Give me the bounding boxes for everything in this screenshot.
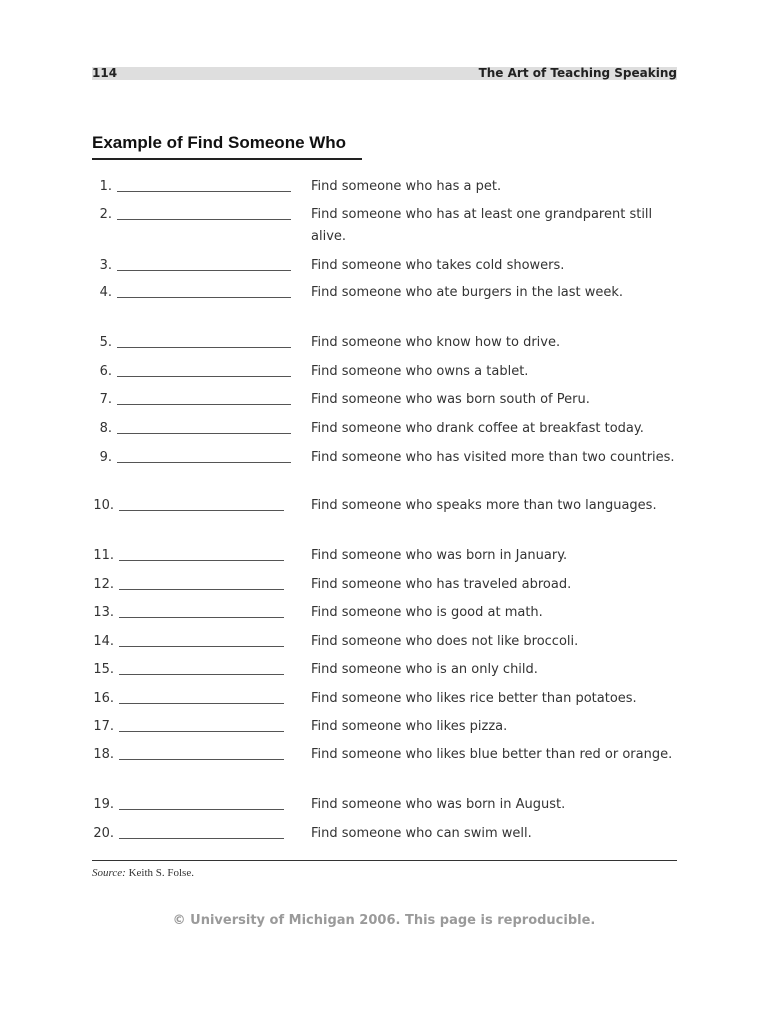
section-title: Example of Find Someone Who <box>92 133 347 152</box>
item-text: Find someone who owns a tablet. <box>311 364 529 379</box>
answer-blank <box>117 270 291 271</box>
item-number: 8. <box>99 421 112 436</box>
item-text: Find someone who is an only child. <box>311 662 538 677</box>
item-number: 15. <box>93 662 114 677</box>
list-item <box>0 823 768 845</box>
item-text: Find someone who likes pizza. <box>311 719 508 734</box>
answer-blank <box>119 759 284 760</box>
list-item <box>0 744 768 766</box>
answer-blank <box>119 617 284 618</box>
source-text: Keith S. Folse. <box>128 867 194 879</box>
list-item <box>0 255 768 277</box>
item-text: Find someone who does not like broccoli. <box>311 634 579 649</box>
item-number: 7. <box>99 392 112 407</box>
bottom-rule <box>92 860 677 861</box>
list-item <box>0 389 768 411</box>
item-number: 14. <box>93 634 114 649</box>
item-number: 18. <box>93 747 114 762</box>
source-line <box>92 866 194 880</box>
item-text: Find someone who was born south of Peru. <box>311 392 590 407</box>
answer-blank <box>119 510 284 511</box>
answer-blank <box>119 703 284 704</box>
item-text: Find someone who ate burgers in the last week. <box>311 285 624 300</box>
item-text: Find someone who speaks more than two languages. <box>311 498 657 513</box>
item-text: Find someone who has a pet. <box>311 179 502 194</box>
title-rule <box>92 158 362 160</box>
answer-blank <box>119 646 284 647</box>
copyright-notice: © University of Michigan 2006. This page is reproducible. <box>172 913 596 928</box>
item-text: Find someone who has visited more than two countries. <box>311 450 675 465</box>
item-text: Find someone who has traveled abroad. <box>311 577 572 592</box>
list-item <box>0 495 768 517</box>
item-text: Find someone who takes cold showers. <box>311 258 565 273</box>
answer-blank <box>119 589 284 590</box>
list-item <box>0 361 768 383</box>
item-number: 20. <box>93 826 114 841</box>
item-number: 4. <box>99 285 112 300</box>
item-number: 17. <box>93 719 114 734</box>
answer-blank <box>119 838 284 839</box>
item-text: Find someone who can swim well. <box>311 826 532 841</box>
page-number: 114 <box>92 66 118 80</box>
item-text: Find someone who likes blue better than red or orange. <box>311 747 673 762</box>
answer-blank <box>117 191 291 192</box>
running-title: The Art of Teaching Speaking <box>478 66 677 80</box>
list-item <box>0 574 768 596</box>
item-text: Find someone who drank coffee at breakfast today. <box>311 421 644 436</box>
source-label: Source: <box>92 867 126 879</box>
list-item <box>0 794 768 816</box>
answer-blank <box>117 433 291 434</box>
answer-blank <box>117 404 291 405</box>
item-number: 5. <box>99 335 112 350</box>
list-item <box>0 282 768 304</box>
list-item <box>0 688 768 710</box>
list-item <box>0 545 768 567</box>
answer-blank <box>119 560 284 561</box>
item-number: 3. <box>99 258 112 273</box>
item-text: Find someone who is good at math. <box>311 605 543 620</box>
item-number: 9. <box>99 450 112 465</box>
item-number: 11. <box>93 548 114 563</box>
list-item <box>0 418 768 440</box>
answer-blank <box>119 731 284 732</box>
list-item <box>0 659 768 681</box>
item-number: 6. <box>99 364 112 379</box>
item-number: 1. <box>99 179 112 194</box>
item-number: 13. <box>93 605 114 620</box>
item-number: 12. <box>93 577 114 592</box>
answer-blank <box>119 674 284 675</box>
list-item <box>0 447 768 469</box>
list-item <box>0 204 768 244</box>
item-number: 2. <box>99 207 112 222</box>
answer-blank <box>117 297 291 298</box>
item-text: Find someone who know how to drive. <box>311 335 561 350</box>
list-item <box>0 631 768 653</box>
answer-blank <box>117 219 291 220</box>
answer-blank <box>117 462 291 463</box>
list-item <box>0 332 768 354</box>
item-text: Find someone who was born in January. <box>311 548 568 563</box>
item-number: 19. <box>93 797 114 812</box>
list-item <box>0 602 768 624</box>
answer-blank <box>117 347 291 348</box>
item-text: Find someone who likes rice better than potatoes. <box>311 691 637 706</box>
list-item <box>0 176 768 198</box>
item-text: Find someone who was born in August. <box>311 797 566 812</box>
list-item <box>0 716 768 738</box>
item-number: 10. <box>93 498 114 513</box>
item-text: Find someone who has at least one grandparent still alive. <box>311 207 653 244</box>
answer-blank <box>119 809 284 810</box>
answer-blank <box>117 376 291 377</box>
item-number: 16. <box>93 691 114 706</box>
